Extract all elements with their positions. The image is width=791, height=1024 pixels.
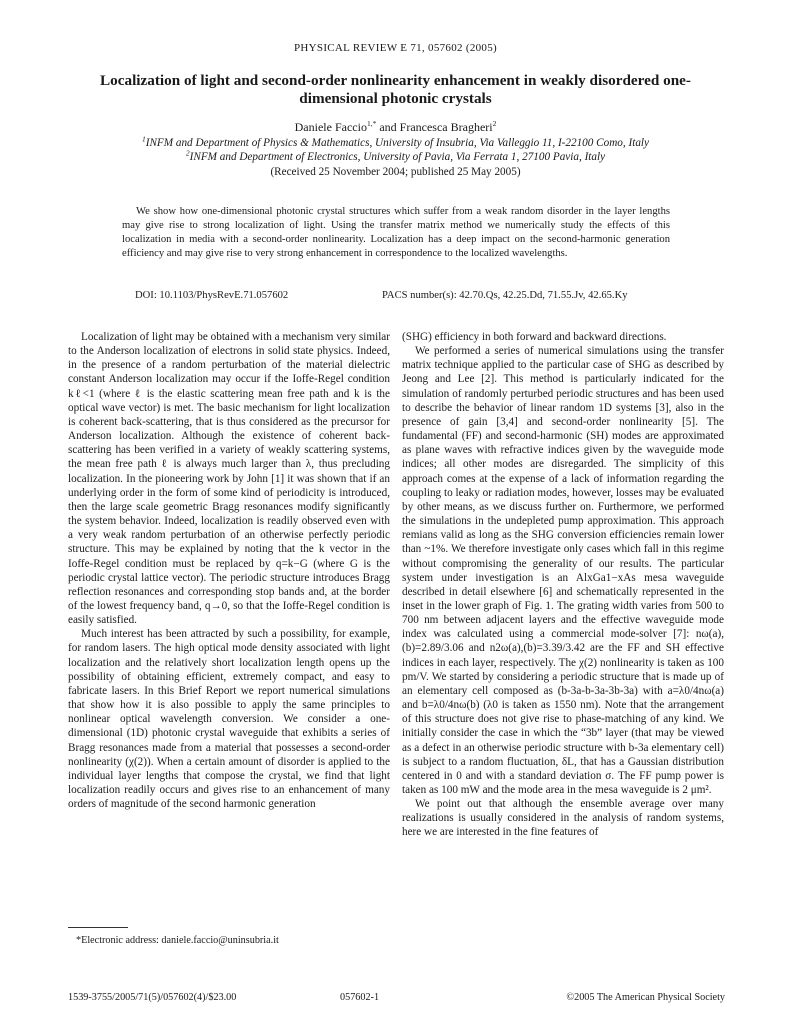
paragraph: Localization of light may be obtained with a mechanism very similar to the Anderson localization of electrons in solid state physics. Indeed, in the presence of a random perturbation of the material dielectric constant Anderson localization may occur if the Ioffe-Regel condition kℓ<1 (where ℓ is the elastic scattering mean free path and k is the optical wave vector) is met. The basic mechanism for light localization is coherent back-scattering, that is thus considered as the precursor for Anderson localization. Although the existence of coherent back-scattering has been verified in a variety of weakly scattering systems, the mean free path ℓ is always much larger than λ, thus precluding localization. In the pioneering work by John [1] it was shown that if an underlying order in the form of some kind of periodicity is introduced, then the large scale geometric Bragg resonances modify significantly the system behavior. Indeed, localization is readily observed even with a very weak random perturbation of an otherwise perfectly periodic structure. This may be explained by noting that the k vector in the Ioffe-Regel condition must be replaced by q=k−G (where G is the periodic crystal lattice vector). The periodic structure introduces Bragg reflection resonances and corresponding stop bands and, at the border of the lowest frequency band, q→0, so that the Ioffe-Regel condition is easily satisfied. xyxy=(68,331,390,627)
journal-header: PHYSICAL REVIEW E 71, 057602 (2005) xyxy=(294,42,497,54)
author-affiliation-mark: 2 xyxy=(492,119,497,128)
footnote: *Electronic address: daniele.faccio@uninsubria.it xyxy=(76,935,279,946)
received-dates: (Received 25 November 2004; published 25 May 2005) xyxy=(270,166,521,178)
paragraph: Much interest has been attracted by such a possibility, for example, for random lasers. The high optical mode density associated with light localization and the relatively short localization length opens up the possibility of obtaining efficient, extremely compact, and easy to fabricate lasers. In this Brief Report we report numerical simulations that show how it is also possible to apply the same principles to nonlinear optical wavelength conversion. We consider a one-dimensional (1D) photonic crystal waveguide that exhibits a series of Bragg resonances made from a material that possesses a second-order nonlinearity (χ(2)). When a certain amount of disorder is applied to the individual layer lengths that compose the crystal, we find that light localization readily occurs and gives rise to an enhancement of many orders of magnitude of the second harmonic generation xyxy=(68,628,390,811)
affiliation-number: 1 xyxy=(141,134,146,144)
doi-link[interactable]: DOI: 10.1103/PhysRevE.71.057602 xyxy=(135,290,289,301)
affiliation-number: 2 xyxy=(185,148,190,158)
affiliation xyxy=(0,134,791,149)
author-affiliation-mark: 1,* xyxy=(366,119,377,128)
affiliation-text: INFM and Department of Electronics, University of Pavia, Via Ferrata 1, 27100 Pavia, Italy xyxy=(189,151,606,163)
affiliation-text: INFM and Department of Physics & Mathematics, University of Insubria, Via Valleggio 11, I-22100 Como, Italy xyxy=(145,137,649,149)
footer-page-number: 057602-1 xyxy=(340,992,380,1003)
abstract: We show how one-dimensional photonic crystal structures which suffer from a weak random disorder in the layer lengths may give rise to strong localization of light. Using the transfer matrix method we numerically study the effects of this localization in media with a second-order nonlinearity. Localization has a deep impact on the second-harmonic generation efficiency and may give rise to very strong enhancement in correspondence to the localized wavelengths. xyxy=(122,206,670,259)
footnote-divider xyxy=(68,927,128,928)
paragraph: We point out that although the ensemble average over many realizations is usually considered in the analysis of random systems, here we are interested in the fine features of xyxy=(402,798,724,839)
body-column-left xyxy=(68,330,390,811)
author-line xyxy=(0,120,791,135)
paragraph: We performed a series of numerical simulations using the transfer matrix technique applied to the particular case of SHG as described by Jeong and Lee [2]. This method is particularly indicated for the simulation of randomly perturbed periodic structures and has been used to describe the behavior of linear random 1D systems [3], also in the presence of gain [3,4] and second-order nonlinearity [5]. The fundamental (FF) and second-harmonic (SH) modes are approximated as plane waves with refractive indices given by the waveguide mode indices; all other modes are disregarded. The simplicity of this approach comes at the expense of a lack of information regarding the coupling to leaky or radiation modes, however, losses may be evaluated by other means, as we discuss further on. Furthermore, we performed the simulations in the undepleted pump approximation. This approach remians valid as long as the SHG conversion efficiencies remain lower than ~1%. We therefore investigate only cases which fall in this regime without compromising the generality of our results. The particular system under investigation is an AlxGa1−xAs mesa waveguide described in detail elsewhere [6] and schematically represented in the inset in the lower graph of Fig. 1. The grating width varies from 500 to 700 nm between adjacent layers and the effective waveguide mode index was calculated using a commercial mode-solver [7]: nω(a),(b)=2.89/3.06 and n2ω(a),(b)=3.39/3.42 are the FF and SH effective indices in each layer, respectively. The χ(2) nonlinearity is taken as 100 pm/V. We started by considering a periodic structure that is made up of an elementary cell composed as (b-3a-b-3a-3b-3a) with a=λ0/4nω(a) and b=λ0/4nω(b) (λ0 is taken as 1550 nm). Note that the arrangement of this structure does not give rise to phase-matching of any kind. We initially consider the case in which the “3b” layer (that may be viewed as a defect in an otherwise periodic structure with b-3a elementary cell) is subject to a random fluctuation, δL, that has a Gaussian distribution centered in 0 and with a standard deviation σ. The FF pump power is taken as 100 mW and the mode area in the mesa waveguide is 2 μm². xyxy=(402,345,724,796)
author-name: Daniele Faccio xyxy=(294,120,367,134)
footer-issn: 1539-3755/2005/71(5)/057602(4)/$23.00 xyxy=(68,992,237,1003)
footer-copyright: ©2005 The American Physical Society xyxy=(566,992,725,1003)
body-column-right xyxy=(402,330,724,840)
author-name: Francesca Bragheri xyxy=(399,120,493,134)
paragraph: (SHG) efficiency in both forward and backward directions. xyxy=(402,331,667,343)
paper-title: Localization of light and second-order nonlinearity enhancement in weakly disordered one-dimensional photonic crystals xyxy=(100,72,691,107)
author-conjunction: and xyxy=(376,120,400,134)
pacs-numbers: PACS number(s): 42.70.Qs, 42.25.Dd, 71.55.Jv, 42.65.Ky xyxy=(382,290,628,301)
affiliation xyxy=(0,148,791,163)
